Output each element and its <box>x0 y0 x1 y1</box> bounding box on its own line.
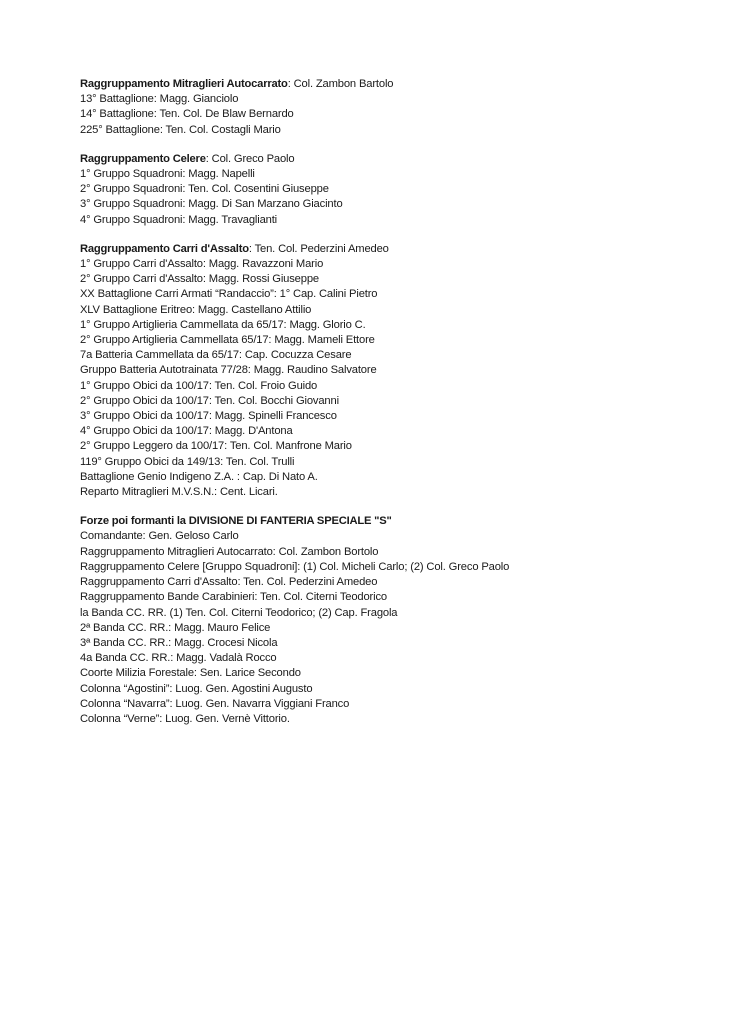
section-heading <box>80 152 720 167</box>
heading-rest: : Col. Greco Paolo <box>205 152 295 165</box>
list-item: Colonna “Verne”: Luog. Gen. Vernè Vittorio. <box>80 712 290 725</box>
list-item: 4° Gruppo Squadroni: Magg. Travaglianti <box>80 213 278 226</box>
heading-bold: Raggruppamento Carri d'Assalto <box>80 242 249 255</box>
list-item: Battaglione Genio Indigeno Z.A. : Cap. Di Nato A. <box>80 470 318 483</box>
list-item: Colonna “Navarra”: Luog. Gen. Navarra Viggiani Franco <box>80 697 350 710</box>
section-divisione-speciale <box>80 514 720 727</box>
section-heading <box>80 514 720 529</box>
heading-rest: : Col. Zambon Bartolo <box>287 78 394 90</box>
list-item: Colonna “Agostini”: Luog. Gen. Agostini Augusto <box>80 682 313 695</box>
list-item: 3° Gruppo Obici da 100/17: Magg. Spinelli Francesco <box>80 410 337 423</box>
list-item: 1° Gruppo Squadroni: Magg. Napelli <box>80 168 255 181</box>
list-item: 3ª Banda CC. RR.: Magg. Crocesi Nicola <box>80 636 278 649</box>
section-heading <box>80 242 720 257</box>
list-item: 14° Battaglione: Ten. Col. De Blaw Bernardo <box>80 108 294 121</box>
list-item: XLV Battaglione Eritreo: Magg. Castellano Attilio <box>80 303 312 316</box>
list-item: Raggruppamento Bande Carabinieri: Ten. Col. Citerni Teodorico <box>80 591 387 604</box>
list-item: 4a Banda CC. RR.: Magg. Vadalà Rocco <box>80 652 277 665</box>
list-item: Raggruppamento Carri d'Assalto: Ten. Col. Pederzini Amedeo <box>80 576 378 589</box>
list-item: Raggruppamento Celere [Gruppo Squadroni]: (1) Col. Micheli Carlo; (2) Col. Greco Paolo <box>80 560 510 573</box>
heading-bold: Raggruppamento Celere <box>80 152 206 165</box>
section-heading <box>80 77 720 92</box>
heading-rest: : Ten. Col. Pederzini Amedeo <box>248 242 389 255</box>
list-item: 7a Batteria Cammellata da 65/17: Cap. Cocuzza Cesare <box>80 349 352 362</box>
heading-bold: Raggruppamento Mitraglieri Autocarrato <box>80 78 288 90</box>
section-mitraglieri <box>80 77 720 138</box>
list-item: 2° Gruppo Carri d'Assalto: Magg. Rossi Giuseppe <box>80 273 319 286</box>
list-item: Comandante: Gen. Geloso Carlo <box>80 530 239 543</box>
list-item: 1° Gruppo Carri d'Assalto: Magg. Ravazzoni Mario <box>80 258 324 271</box>
list-item: 4° Gruppo Obici da 100/17: Magg. D'Antona <box>80 425 293 438</box>
heading-bold: Forze poi formanti la DIVISIONE DI FANTERIA SPECIALE "S" <box>80 515 392 528</box>
list-item: XX Battaglione Carri Armati “Randaccio”: 1° Cap. Calini Pietro <box>80 288 378 301</box>
list-item: 225° Battaglione: Ten. Col. Costagli Mario <box>80 123 281 136</box>
list-item: 13° Battaglione: Magg. Gianciolo <box>80 93 239 106</box>
list-item: 3° Gruppo Squadroni: Magg. Di San Marzano Giacinto <box>80 198 343 211</box>
document-page <box>80 77 720 741</box>
section-celere <box>80 152 720 228</box>
list-item: Raggruppamento Mitraglieri Autocarrato: Col. Zambon Bortolo <box>80 545 379 558</box>
list-item: 1° Gruppo Obici da 100/17: Ten. Col. Froio Guido <box>80 379 318 392</box>
list-item: 2° Gruppo Obici da 100/17: Ten. Col. Bocchi Giovanni <box>80 394 339 407</box>
list-item: Reparto Mitraglieri M.V.S.N.: Cent. Licari. <box>80 486 278 499</box>
section-carri <box>80 242 720 500</box>
list-item: la Banda CC. RR. (1) Ten. Col. Citerni Teodorico; (2) Cap. Fragola <box>80 606 398 619</box>
list-item: 119° Gruppo Obici da 149/13: Ten. Col. Trulli <box>80 455 295 468</box>
list-item: Gruppo Batteria Autotrainata 77/28: Magg. Raudino Salvatore <box>80 364 377 377</box>
list-item: 2° Gruppo Artiglieria Cammellata 65/17: Magg. Mameli Ettore <box>80 334 375 347</box>
list-item: 2° Gruppo Leggero da 100/17: Ten. Col. Manfrone Mario <box>80 440 352 453</box>
list-item: 2° Gruppo Squadroni: Ten. Col. Cosentini Giuseppe <box>80 183 329 196</box>
list-item: 2ª Banda CC. RR.: Magg. Mauro Felice <box>80 621 271 634</box>
list-item: Coorte Milizia Forestale: Sen. Larice Secondo <box>80 667 301 680</box>
list-item: 1° Gruppo Artiglieria Cammellata da 65/17: Magg. Glorio C. <box>80 318 366 331</box>
